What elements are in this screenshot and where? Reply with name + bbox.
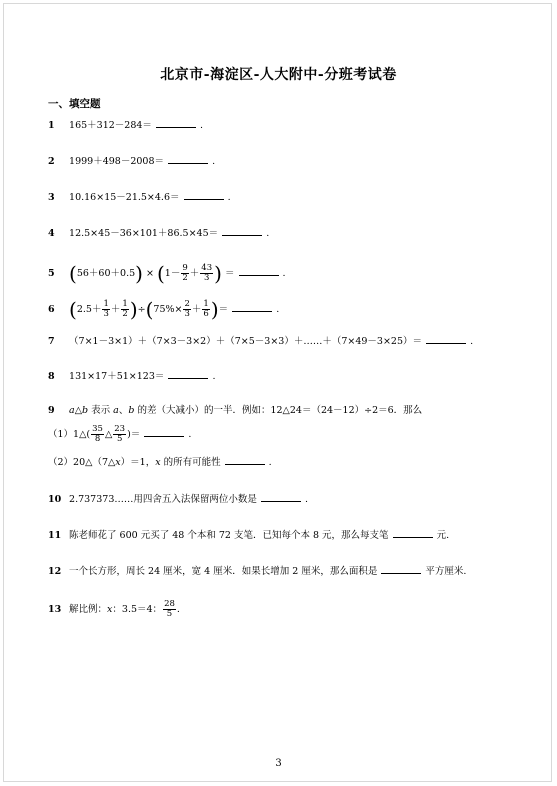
expr-part: 56＋60＋0.5: [76, 268, 136, 279]
answer-blank[interactable]: [168, 155, 208, 164]
numerator: 2: [184, 299, 190, 309]
variable: x: [155, 457, 161, 468]
question-9-part-1: [48, 424, 191, 446]
question-number: 10: [48, 494, 62, 505]
question-number: 11: [48, 530, 62, 541]
question-number: 1: [48, 120, 55, 131]
answer-blank[interactable]: [261, 493, 301, 502]
fraction: [183, 300, 190, 319]
question-text: )＝: [127, 429, 141, 440]
answer-blank[interactable]: [184, 191, 224, 200]
question-text: 的所有可能性: [160, 457, 221, 468]
close-paren: ): [210, 297, 219, 322]
operator: ＝: [218, 304, 229, 315]
operator: ＋: [110, 304, 121, 315]
question-end: .: [276, 304, 280, 315]
question-11: [48, 529, 449, 542]
question-text: 165＋312－284＝: [69, 120, 152, 131]
variable: x: [107, 604, 113, 615]
denominator: 3: [103, 309, 109, 319]
numerator: 43: [201, 263, 213, 273]
operator: ＝: [224, 268, 235, 279]
denominator: 3: [184, 309, 190, 319]
denominator: 3: [203, 273, 210, 283]
question-number: 13: [48, 604, 62, 615]
denominator: 5: [166, 609, 173, 619]
expr-part: ：3.5＝4：: [112, 604, 163, 615]
question-end: .: [176, 604, 180, 615]
question-text: 表示: [88, 405, 114, 416]
answer-blank[interactable]: [225, 456, 265, 465]
page-title: 北京市-海淀区-人大附中-分班考试卷: [160, 67, 397, 83]
expr-part: 1－: [164, 268, 181, 279]
denominator: 2: [122, 309, 128, 319]
question-number: 4: [48, 228, 55, 239]
question-end: .: [200, 120, 204, 131]
question-end: .: [212, 371, 216, 382]
variable: b: [128, 405, 135, 416]
question-number: 9: [48, 405, 55, 416]
question-end: 平方厘米.: [425, 566, 467, 577]
fraction: [202, 300, 209, 319]
question-6: [48, 298, 279, 322]
answer-blank[interactable]: [381, 565, 421, 574]
numerator: 1: [122, 299, 128, 309]
question-text: ）＝1，: [120, 457, 156, 468]
close-paren: ): [214, 261, 222, 286]
answer-blank[interactable]: [144, 428, 184, 437]
question-end: .: [212, 156, 216, 167]
expr-part: 75%×: [153, 304, 183, 315]
fraction: [181, 264, 188, 283]
question-text: 一个长方形，周长 24 厘米，宽 4 厘米．如果长增加 2 厘米，那么面积是: [69, 566, 378, 577]
expr-part: 2.5＋: [76, 304, 102, 315]
fraction: [121, 300, 128, 319]
question-text: （7×1－3×1）＋（7×3－3×2）＋（7×5－3×3）＋……＋（7×49－3×25）＝: [69, 336, 423, 347]
question-text: 解比例：: [69, 604, 108, 615]
question-4: [48, 227, 269, 240]
answer-blank[interactable]: [393, 529, 433, 538]
question-9: [48, 405, 422, 417]
question-end: .: [188, 429, 192, 440]
denominator: 2: [182, 273, 188, 283]
sub-label: （1）1△(: [48, 429, 91, 440]
question-end: .: [470, 336, 474, 347]
open-paren: (: [69, 261, 77, 286]
symbol: △: [104, 429, 113, 440]
question-text: 131×17＋51×123＝: [69, 371, 165, 382]
question-end: .: [304, 494, 308, 505]
question-text: 陈老师花了 600 元买了 48 个本和 72 支笔．已知每个本 8 元，那么每支笔: [69, 530, 389, 541]
symbol: △: [74, 405, 83, 416]
question-number: 5: [48, 268, 55, 279]
question-9-part-2: [48, 456, 272, 469]
close-paren: ): [135, 261, 143, 286]
page-number: 3: [275, 758, 282, 769]
denominator: 5: [116, 434, 123, 444]
numerator: 1: [203, 299, 209, 309]
question-text: 的差（大减小）的一半．例如：12△24＝（24－12）÷2＝6．那么: [134, 405, 423, 416]
answer-blank[interactable]: [156, 119, 196, 128]
operator: ＋: [191, 304, 202, 315]
operator: ＋: [189, 268, 200, 279]
operator: ×: [145, 268, 154, 279]
question-13: [48, 598, 180, 622]
separator: 、: [118, 405, 129, 416]
sub-label: （2）20△（7△: [48, 457, 116, 468]
fraction: [91, 425, 104, 444]
answer-blank[interactable]: [232, 303, 272, 312]
question-1: [48, 119, 203, 132]
answer-blank[interactable]: [168, 370, 208, 379]
denominator: 6: [203, 309, 209, 319]
question-end: .: [282, 268, 286, 279]
denominator: 8: [94, 434, 101, 444]
question-text: 12.5×45－36×101＋86.5×45＝: [69, 228, 219, 239]
question-2: [48, 155, 215, 168]
open-paren: (: [69, 297, 77, 322]
question-text: 2.737373……用四舍五入法保留两位小数是: [69, 494, 257, 505]
close-paren: ): [129, 297, 138, 322]
answer-blank[interactable]: [426, 335, 466, 344]
fraction: [200, 264, 213, 283]
variable: x: [115, 457, 121, 468]
answer-blank[interactable]: [239, 267, 279, 276]
variable: b: [82, 405, 89, 416]
fraction: [163, 600, 176, 619]
numerator: 35: [92, 424, 103, 434]
question-8: [48, 370, 216, 383]
question-12: [48, 565, 466, 578]
question-end: .: [266, 228, 270, 239]
open-paren: (: [156, 261, 165, 286]
question-number: 2: [48, 156, 55, 167]
question-end: 元.: [436, 530, 450, 541]
question-number: 8: [48, 371, 55, 382]
question-end: .: [268, 457, 272, 468]
fraction: [102, 300, 109, 319]
question-5: [48, 262, 286, 286]
numerator: 23: [114, 424, 126, 434]
section-title: 一、填空题: [48, 98, 101, 110]
question-number: 3: [48, 192, 55, 203]
numerator: 1: [103, 299, 109, 309]
variable: a: [113, 405, 119, 416]
question-10: [48, 493, 308, 506]
numerator: 9: [182, 263, 188, 273]
question-text: 1999＋498－2008＝: [69, 156, 165, 167]
variable: a: [69, 405, 75, 416]
question-text: 10.16×15－21.5×4.6＝: [69, 192, 180, 203]
open-paren: (: [145, 297, 154, 322]
question-3: [48, 191, 231, 204]
question-number: 6: [48, 304, 55, 315]
question-7: [48, 335, 473, 348]
question-end: .: [227, 192, 231, 203]
question-number: 7: [48, 336, 55, 347]
operator: ÷: [137, 304, 146, 315]
question-number: 12: [48, 566, 62, 577]
numerator: 28: [164, 599, 175, 609]
fraction: [113, 425, 126, 444]
answer-blank[interactable]: [222, 227, 262, 236]
